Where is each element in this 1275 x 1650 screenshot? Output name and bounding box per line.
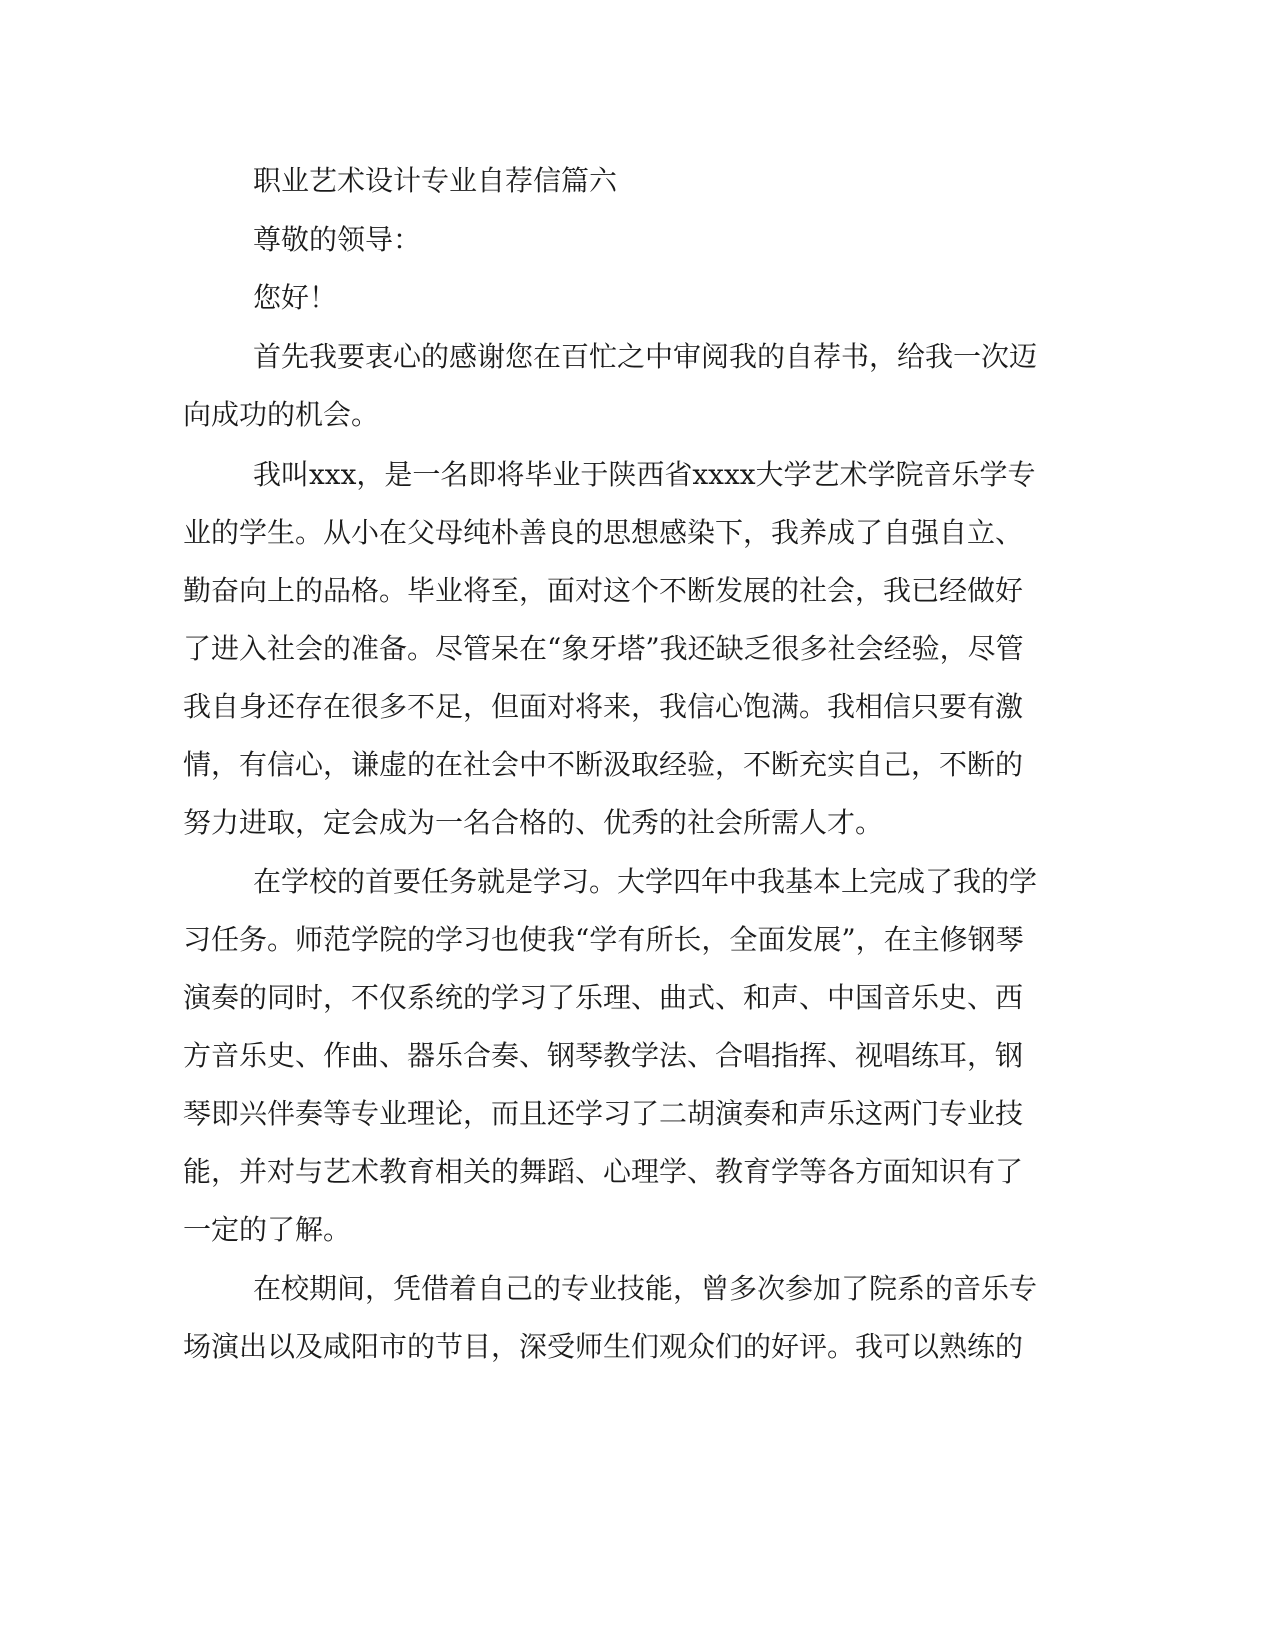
paragraph-line: 在校期间，凭借着自己的专业技能，曾多次参加了院系的音乐专 bbox=[253, 1272, 1038, 1305]
paragraph-line: 情，有信心，谦虚的在社会中不断汲取经验，不断充实自己，不断的 bbox=[183, 748, 1024, 781]
paragraph-line: 在学校的首要任务就是学习。大学四年中我基本上完成了我的学 bbox=[253, 865, 1038, 898]
greeting: 您好！ bbox=[253, 281, 338, 314]
paragraph-line: 能，并对与艺术教育相关的舞蹈、心理学、教育学等各方面知识有了 bbox=[183, 1155, 1024, 1188]
paragraph-line: 首先我要衷心的感谢您在百忙之中审阅我的自荐书，给我一次迈 bbox=[253, 340, 1038, 373]
paragraph-line: 场演出以及咸阳市的节目，深受师生们观众们的好评。我可以熟练的 bbox=[183, 1330, 1024, 1363]
paragraph-line: 了进入社会的准备。尽管呆在“象牙塔”我还缺乏很多社会经验，尽管 bbox=[183, 632, 1024, 665]
paragraph-line: 业的学生。从小在父母纯朴善良的思想感染下，我养成了自强自立、 bbox=[183, 516, 1024, 549]
paragraph-line: 一定的了解。 bbox=[183, 1213, 352, 1246]
paragraph-line: 演奏的同时，不仅系统的学习了乐理、曲式、和声、中国音乐史、西 bbox=[183, 981, 1024, 1014]
salutation: 尊敬的领导： bbox=[253, 223, 422, 256]
paragraph-line: 我自身还存在很多不足，但面对将来，我信心饱满。我相信只要有激 bbox=[183, 690, 1024, 723]
paragraph-line: 我叫xxx，是一名即将毕业于陕西省xxxx大学艺术学院音乐学专 bbox=[253, 458, 1036, 491]
paragraph-line: 努力进取，定会成为一名合格的、优秀的社会所需人才。 bbox=[183, 806, 884, 839]
paragraph-line: 方音乐史、作曲、器乐合奏、钢琴教学法、合唱指挥、视唱练耳，钢 bbox=[183, 1039, 1024, 1072]
paragraph-line: 习任务。师范学院的学习也使我“学有所长，全面发展”，在主修钢琴 bbox=[183, 923, 1024, 956]
paragraph-line: 勤奋向上的品格。毕业将至，面对这个不断发展的社会，我已经做好 bbox=[183, 574, 1024, 607]
paragraph-line: 琴即兴伴奏等专业理论，而且还学习了二胡演奏和声乐这两门专业技 bbox=[183, 1097, 1024, 1130]
paragraph-line: 向成功的机会。 bbox=[183, 398, 380, 431]
document-title: 职业艺术设计专业自荐信篇六 bbox=[253, 164, 618, 197]
